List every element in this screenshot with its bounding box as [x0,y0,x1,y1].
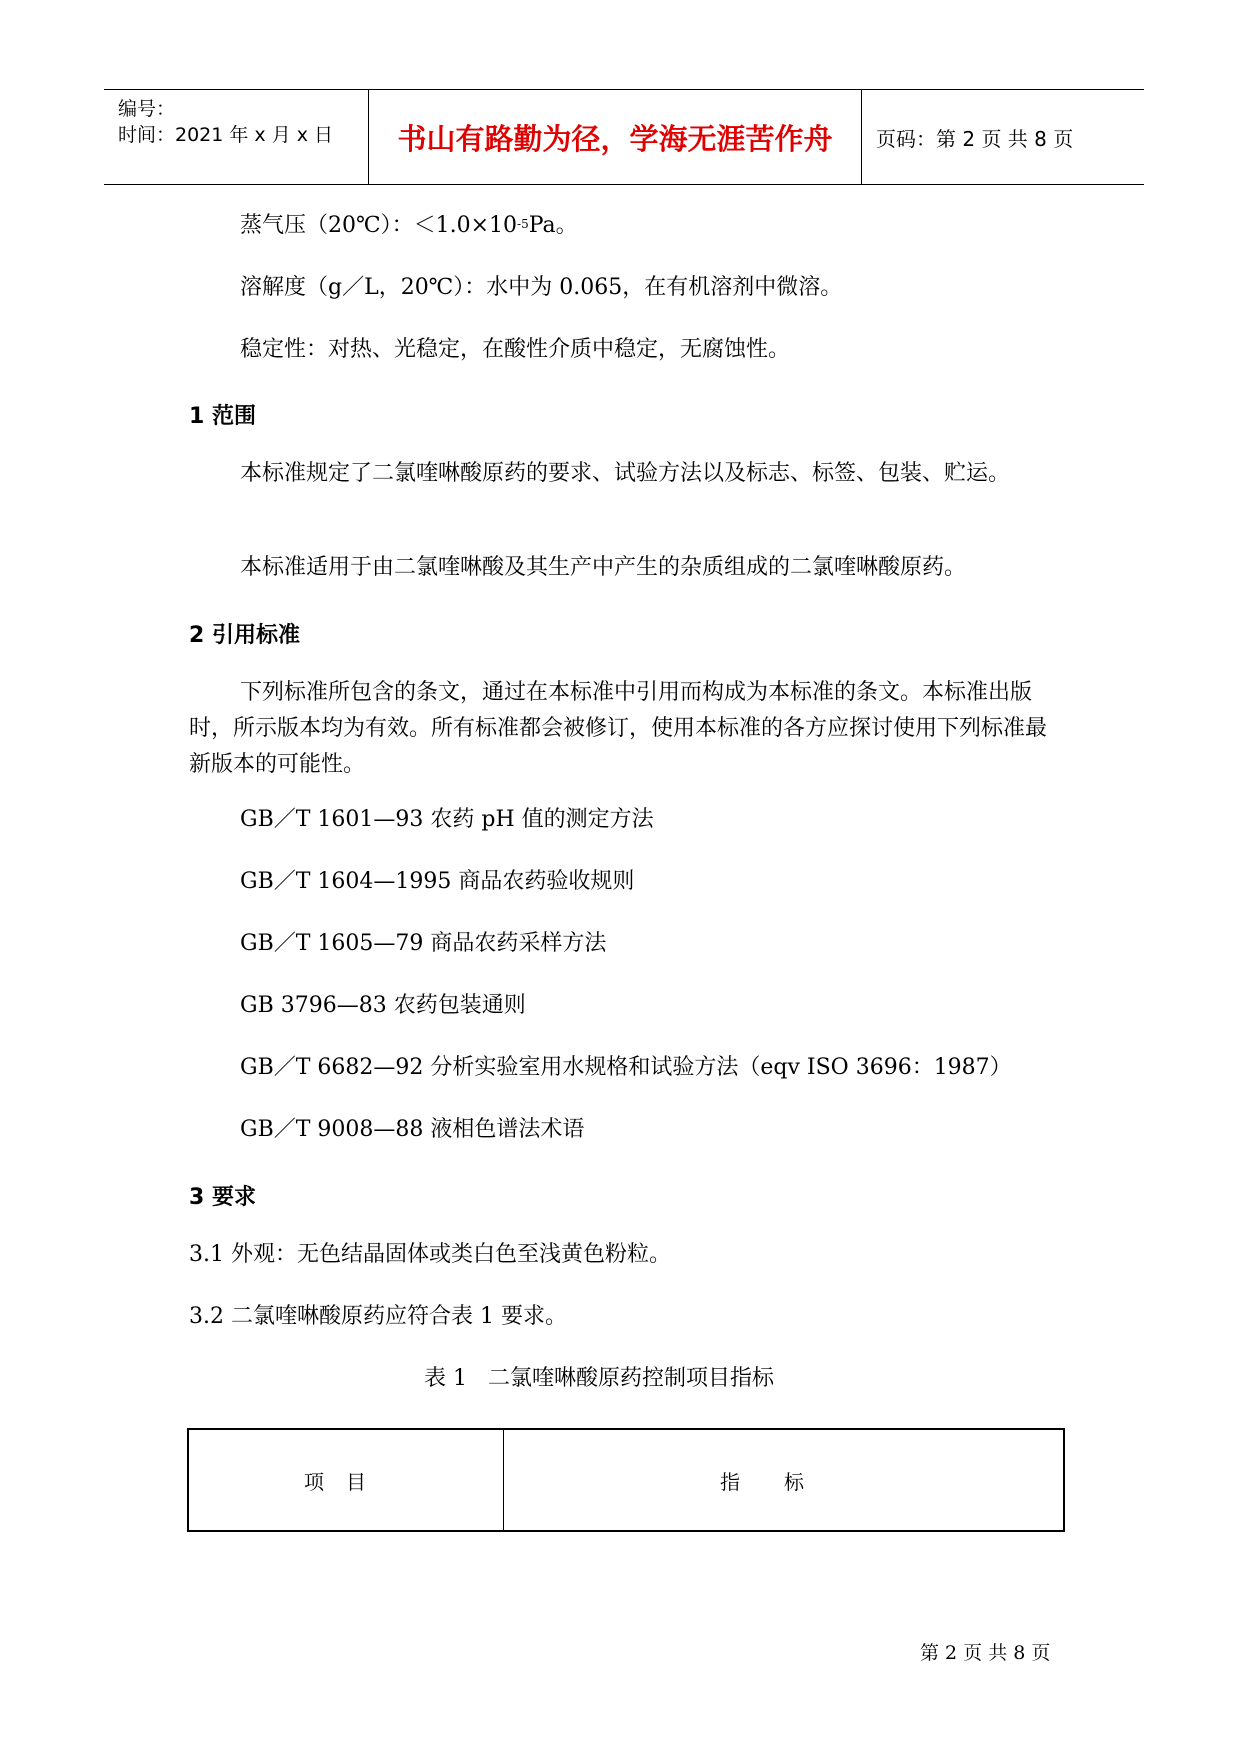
stability: 稳定性：对热、光稳定，在酸性介质中稳定，无腐蚀性。 [240,337,791,362]
table-header-item: 项目 [189,1430,504,1530]
vapor-pressure-unit: Pa。 [528,213,578,238]
page-footer: 第 2 页 共 8 页 [920,1642,1051,1664]
vapor-pressure [240,208,578,244]
section-1-paragraph-1: 本标准规定了二氯喹啉酸原药的要求、试验方法以及标志、标签、包装、贮运。 [240,461,1011,486]
spec-table [187,1428,1065,1532]
reference-item: GB／T 1601—93 农药 pH 值的测定方法 [240,807,654,832]
header-page-number: 页码：第 2 页 共 8 页 [876,126,1074,151]
doc-number: 编号： [118,98,176,120]
section-1-title: 1 范围 [189,404,256,429]
reference-item: GB／T 9008—88 液相色谱法术语 [240,1117,585,1142]
section-3-title: 3 要求 [189,1185,256,1210]
reference-item: GB／T 1604—1995 商品农药验收规则 [240,869,635,894]
page-header [104,89,1144,185]
section-1-paragraph-2: 本标准适用于由二氯喹啉酸及其生产中产生的杂质组成的二氯喹啉酸原药。 [240,555,967,580]
requirement-3-2: 3.2 二氯喹啉酸原药应符合表 1 要求。 [189,1304,567,1329]
table-header-spec: 指标 [720,1469,848,1494]
requirement-3-1: 3.1 外观：无色结晶固体或类白色至浅黄色粉粒。 [189,1242,671,1267]
vapor-pressure-text: 蒸气压（20℃）：＜1.0×10 [240,213,518,238]
section-2-title: 2 引用标准 [189,623,300,648]
table-caption: 表 1 二氯喹啉酸原药控制项目指标 [424,1366,774,1391]
doc-date: 时间：2021 年 x 月 x 日 [118,124,334,146]
reference-item: GB／T 6682—92 分析实验室用水规格和试验方法（eqv ISO 3696：1987） [240,1055,1012,1080]
header-motto: 书山有路勤为径，学海无涯苦作舟 [369,90,862,184]
solubility: 溶解度（g／L，20℃）：水中为 0.065，在有机溶剂中微溶。 [240,275,843,300]
header-info-cell [104,90,369,184]
reference-item: GB／T 1605—79 商品农药采样方法 [240,931,607,956]
reference-item: GB 3796—83 农药包装通则 [240,993,526,1018]
vapor-pressure-exponent: -5 [517,217,529,231]
section-2-paragraph: 下列标准所包含的条文，通过在本标准中引用而构成为本标准的条文。本标准出版时，所示版本均为有效。所有标准都会被修订，使用本标准的各方应探讨使用下列标准最新版本的可能性。 [189,680,1048,777]
